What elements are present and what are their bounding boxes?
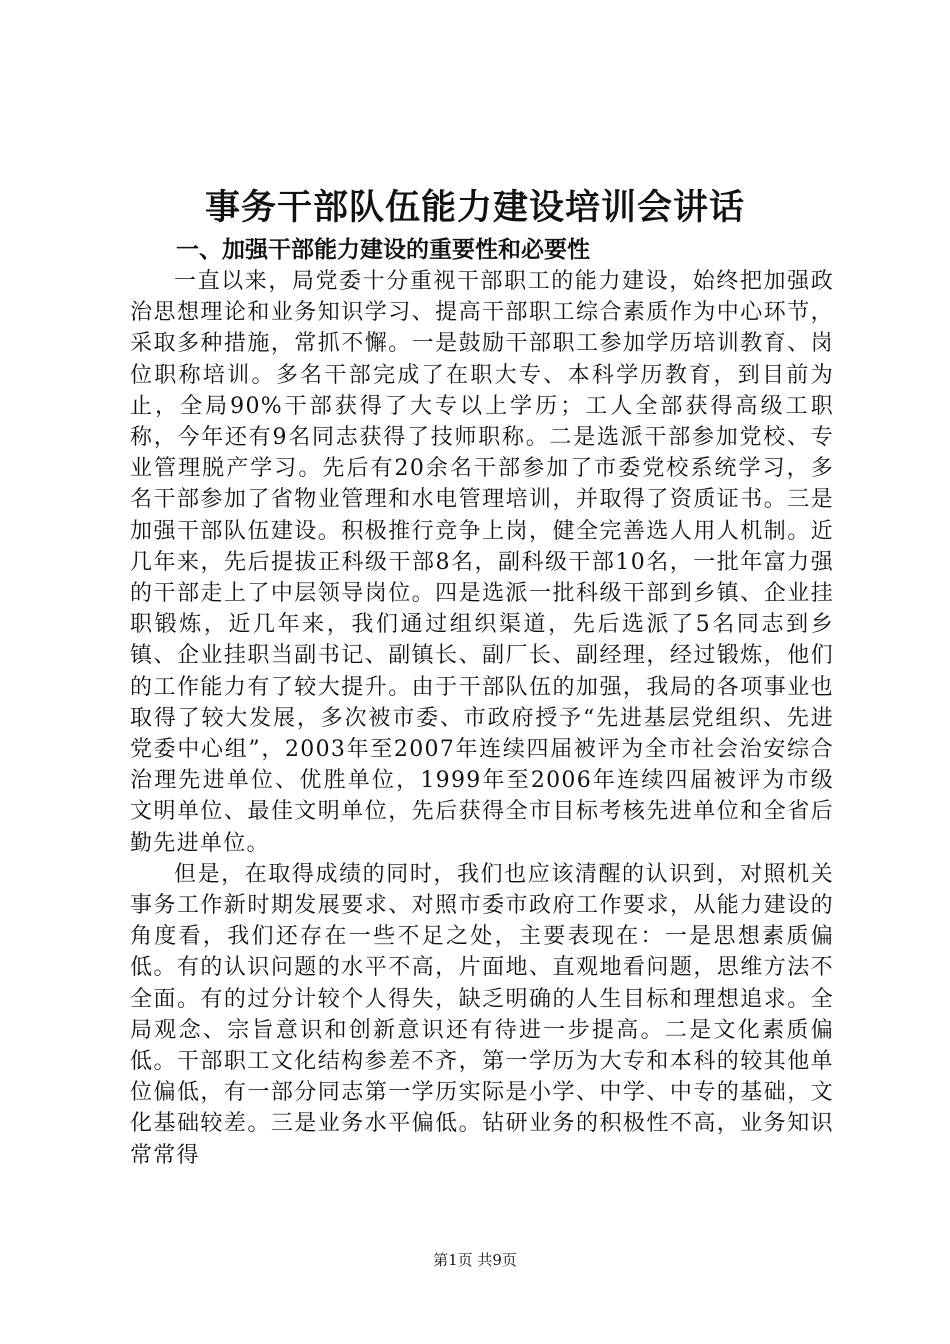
body-paragraph-2: 但是，在取得成绩的同时，我们也应该清醒的认识到，对照机关事务工作新时期发展要求、对照市委市政府工作要求，从能力建设的角度看，我们还存在一些不足之处，主要表现在：一是思想素质偏低。有的认识问题的水平不高，片面地、直观地看问题，思维方法不全面。有的过分计较个人得失，缺乏明确的人生目标和理想追求。全局观念、宗旨意识和创新意识还有待进一步提高。二是文化素质偏低。干部职工文化结构参差不齐，第一学历为大专和本科的较其他单位偏低，有一部分同志第一学历实际是小学、中学、中专的基础，文化基础较差。三是业务水平偏低。钻研业务的积极性不高，业务知识常常得 xyxy=(130,861,834,1168)
body-paragraph-1: 一直以来，局党委十分重视干部职工的能力建设，始终把加强政治思想理论和业务知识学习、提高干部职工综合素质作为中心环节，采取多种措施，常抓不懈。一是鼓励干部职工参加学历培训教育、岗位职称培训。多名干部完成了在职大专、本科学历教育，到目前为止，全局90%干部获得了大专以上学历；工人全部获得高级工职称，今年还有9名同志获得了技师职称。二是选派干部参加党校、专业管理脱产学习。先后有20余名干部参加了市委党校系统学习，多名干部参加了省物业管理和水电管理培训，并取得了资质证书。三是加强干部队伍建设。积极推行竞争上岗，健全完善选人用人机制。近几年来，先后提拔正科级干部8名，副科级干部10名，一批年富力强的干部走上了中层领导岗位。四是选派一批科级干部到乡镇、企业挂职锻炼，近几年来，我们通过组织渠道，先后选派了5名同志到乡镇、企业挂职当副书记、副镇长、副厂长、副经理，经过锻炼，他们的工作能力有了较大提升。由于干部队伍的加强，我局的各项事业也取得了较大发展，多次被市委、市政府授予“先进基层党组织、先进党委中心组”，2003年至2007年连续四届被评为全市社会治安综合治理先进单位、优胜单位，1999年至2006年连续四届被评为市级文明单位、最佳文明单位，先后获得全市目标考核先进单位和全省后勤先进单位。 xyxy=(130,269,834,856)
section-heading: 一、加强干部能力建设的重要性和必要性 xyxy=(176,237,590,263)
document-title: 事务干部队伍能力建设培训会讲话 xyxy=(204,188,745,228)
page-footer: 第1页 共9页 xyxy=(433,1251,517,1269)
document-body xyxy=(130,266,834,1171)
